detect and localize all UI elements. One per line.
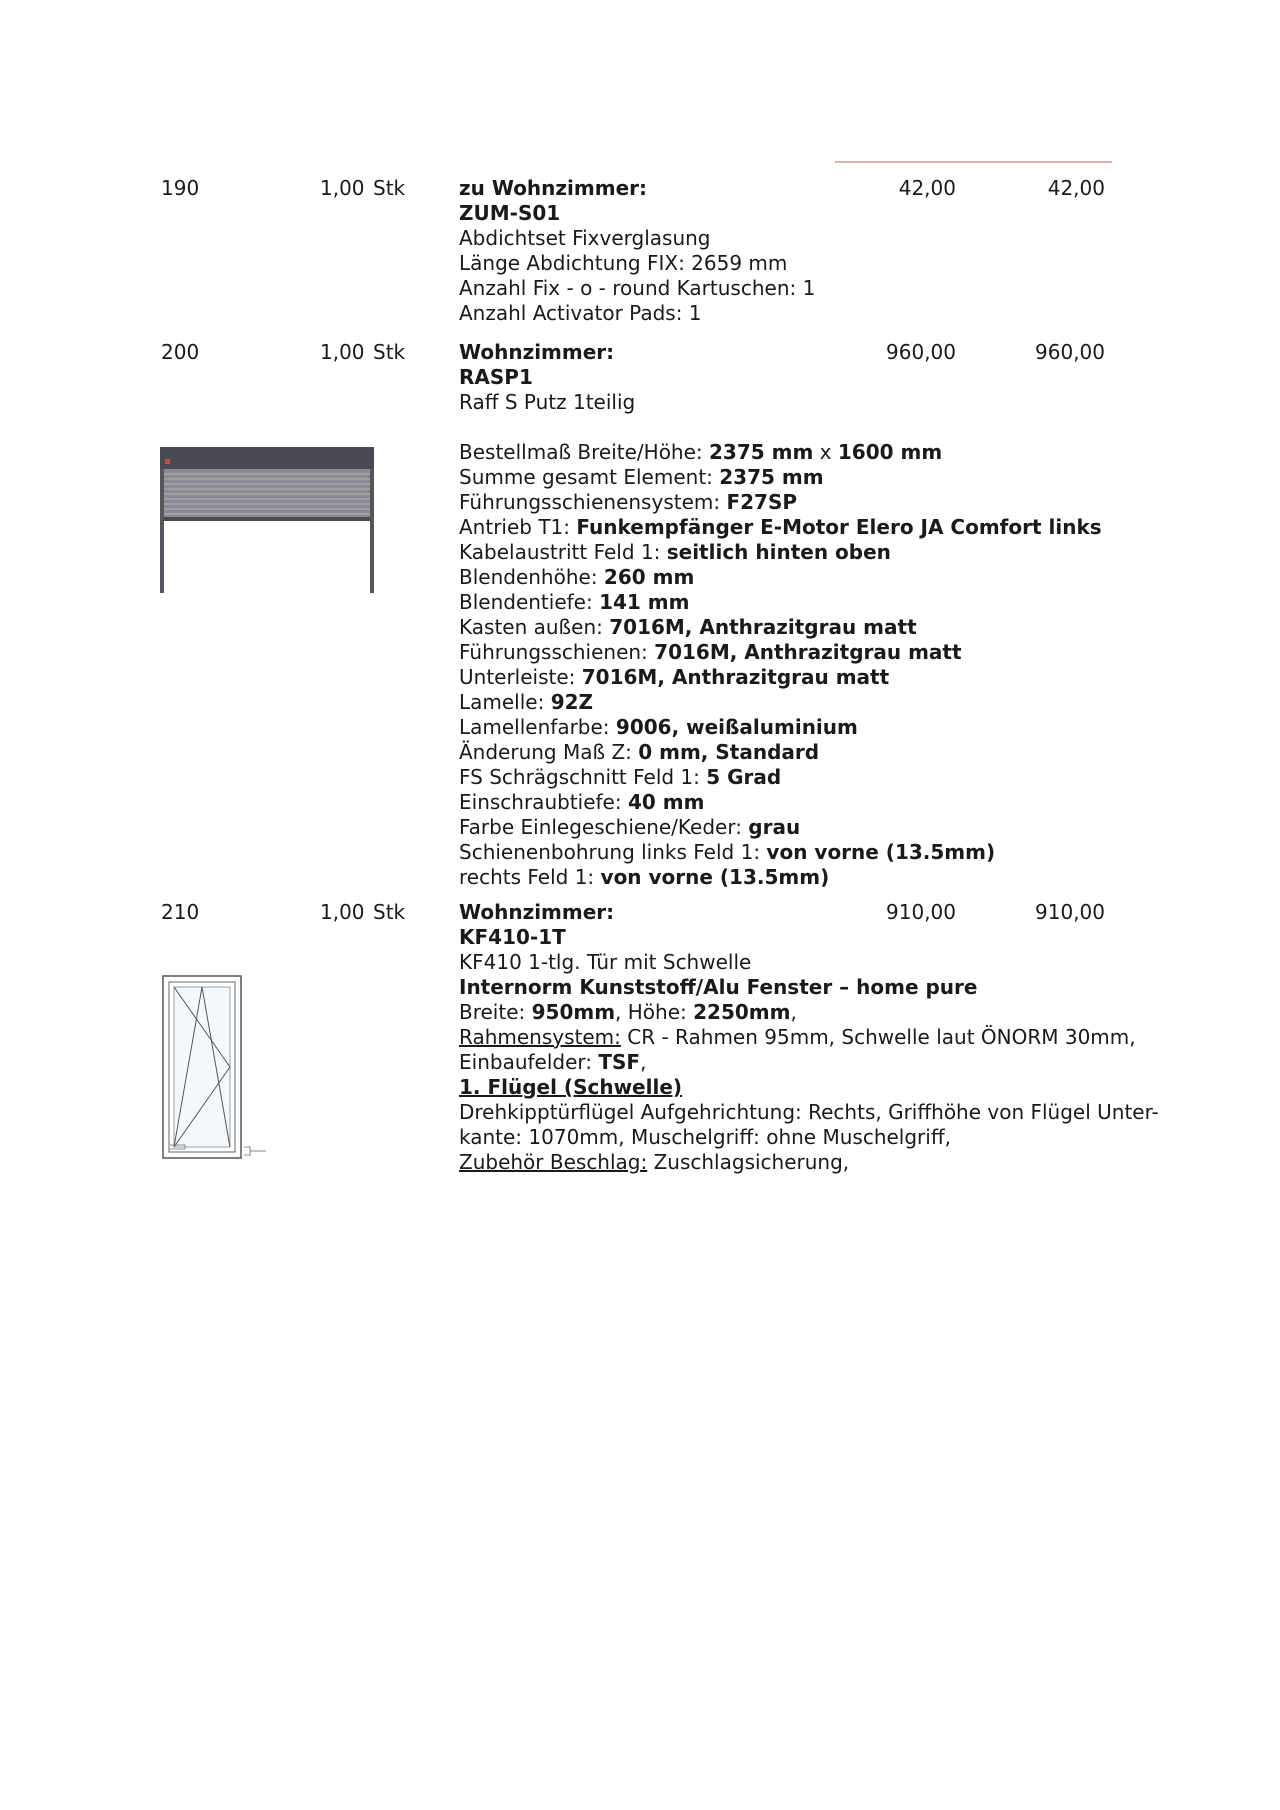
door-drawing	[162, 975, 272, 1161]
article-code: ZUM-S01	[459, 201, 561, 225]
item-description	[459, 900, 1159, 1175]
product-subtitle: Raff S Putz 1teilig	[459, 390, 636, 414]
unit: Stk	[373, 340, 406, 364]
spec-bevel-cut: FS Schrägschnitt Feld 1: 5 Grad	[459, 765, 782, 789]
spec-screw-depth: Einschraubtiefe: 40 mm	[459, 790, 705, 814]
spec-dimensions: Breite: 950mm, Höhe: 2250mm,	[459, 1000, 797, 1024]
room-label: Wohnzimmer:	[459, 340, 615, 364]
quantity: 1,00	[320, 900, 365, 924]
product-name: Internorm Kunststoff/Alu Fenster – home pure	[459, 975, 978, 999]
item-description	[459, 176, 1119, 326]
position-number: 190	[161, 176, 200, 200]
guide-rail-right	[370, 469, 374, 593]
spec-insert-rail-color: Farbe Einlegeschiene/Keder: grau	[459, 815, 801, 839]
position-number: 210	[161, 900, 200, 924]
shutter-bottom-rail	[163, 517, 371, 521]
spec-rail-drilling-left: Schienenbohrung links Feld 1: von vorne (13.5mm)	[459, 840, 996, 864]
sash-heading: 1. Flügel (Schwelle)	[459, 1075, 683, 1099]
quantity: 1,00	[320, 176, 365, 200]
unit-price: 42,00	[898, 176, 956, 200]
spec-total-element: Summe gesamt Element: 2375 mm	[459, 465, 824, 489]
spec-frame-system: Rahmensystem: CR - Rahmen 95mm, Schwelle laut ÖNORM 30mm,	[459, 1025, 1136, 1049]
product-subtitle: KF410 1-tlg. Tür mit Schwelle	[459, 950, 752, 974]
shutter-drawing	[160, 447, 376, 593]
sash-description: kante: 1070mm, Muschelgriff: ohne Muschelgriff,	[459, 1125, 951, 1149]
spec-fitting: Zubehör Beschlag: Zuschlagsicherung,	[459, 1150, 850, 1174]
spec-dimension-change: Änderung Maß Z: 0 mm, Standard	[459, 740, 820, 764]
article-code: KF410-1T	[459, 925, 566, 949]
room-label: zu Wohnzimmer:	[459, 176, 648, 200]
unit-price: 960,00	[886, 340, 956, 364]
spec-box-outside: Kasten außen: 7016M, Anthrazitgrau matt	[459, 615, 917, 639]
shutter-slats	[163, 469, 371, 517]
spec-slat-color: Lamellenfarbe: 9006, weißaluminium	[459, 715, 858, 739]
total-price: 42,00	[1047, 176, 1105, 200]
spec-infill: Einbaufelder: TSF,	[459, 1050, 647, 1074]
description-line: Anzahl Activator Pads: 1	[459, 301, 702, 325]
unit: Stk	[373, 900, 406, 924]
position-number: 200	[161, 340, 200, 364]
article-code: RASP1	[459, 365, 533, 389]
spec-cable-exit: Kabelaustritt Feld 1: seitlich hinten oben	[459, 540, 891, 564]
total-price: 960,00	[1035, 340, 1105, 364]
quantity: 1,00	[320, 340, 365, 364]
spec-drive: Antrieb T1: Funkempfänger E-Motor Elero JA Comfort links	[459, 515, 1102, 539]
description-line: Anzahl Fix - o - round Kartuschen: 1	[459, 276, 816, 300]
total-price: 910,00	[1035, 900, 1105, 924]
unit-price: 910,00	[886, 900, 956, 924]
sash-description: Drehkipptürflügel Aufgehrichtung: Rechts, Griffhöhe von Flügel Unter-	[459, 1100, 1159, 1124]
item-description	[459, 340, 1119, 890]
description-line: Länge Abdichtung FIX: 2659 mm	[459, 251, 788, 275]
spec-panel-depth: Blendentiefe: 141 mm	[459, 590, 690, 614]
spec-order-size: Bestellmaß Breite/Höhe: 2375 mm x 1600 mm	[459, 440, 943, 464]
spec-rail-drilling-right: rechts Feld 1: von vorne (13.5mm)	[459, 865, 830, 889]
header-rule	[835, 161, 1112, 163]
unit: Stk	[373, 176, 406, 200]
description-line: Abdichtset Fixverglasung	[459, 226, 711, 250]
spec-guide-rails: Führungsschienen: 7016M, Anthrazitgrau matt	[459, 640, 962, 664]
spec-panel-height: Blendenhöhe: 260 mm	[459, 565, 695, 589]
door-glass	[174, 987, 230, 1147]
guide-rail-left	[160, 469, 164, 593]
spec-rail-system: Führungsschienensystem: F27SP	[459, 490, 798, 514]
room-label: Wohnzimmer:	[459, 900, 615, 924]
spec-slat: Lamelle: 92Z	[459, 690, 594, 714]
shutter-box	[160, 447, 374, 469]
spec-bottom-rail: Unterleiste: 7016M, Anthrazitgrau matt	[459, 665, 890, 689]
